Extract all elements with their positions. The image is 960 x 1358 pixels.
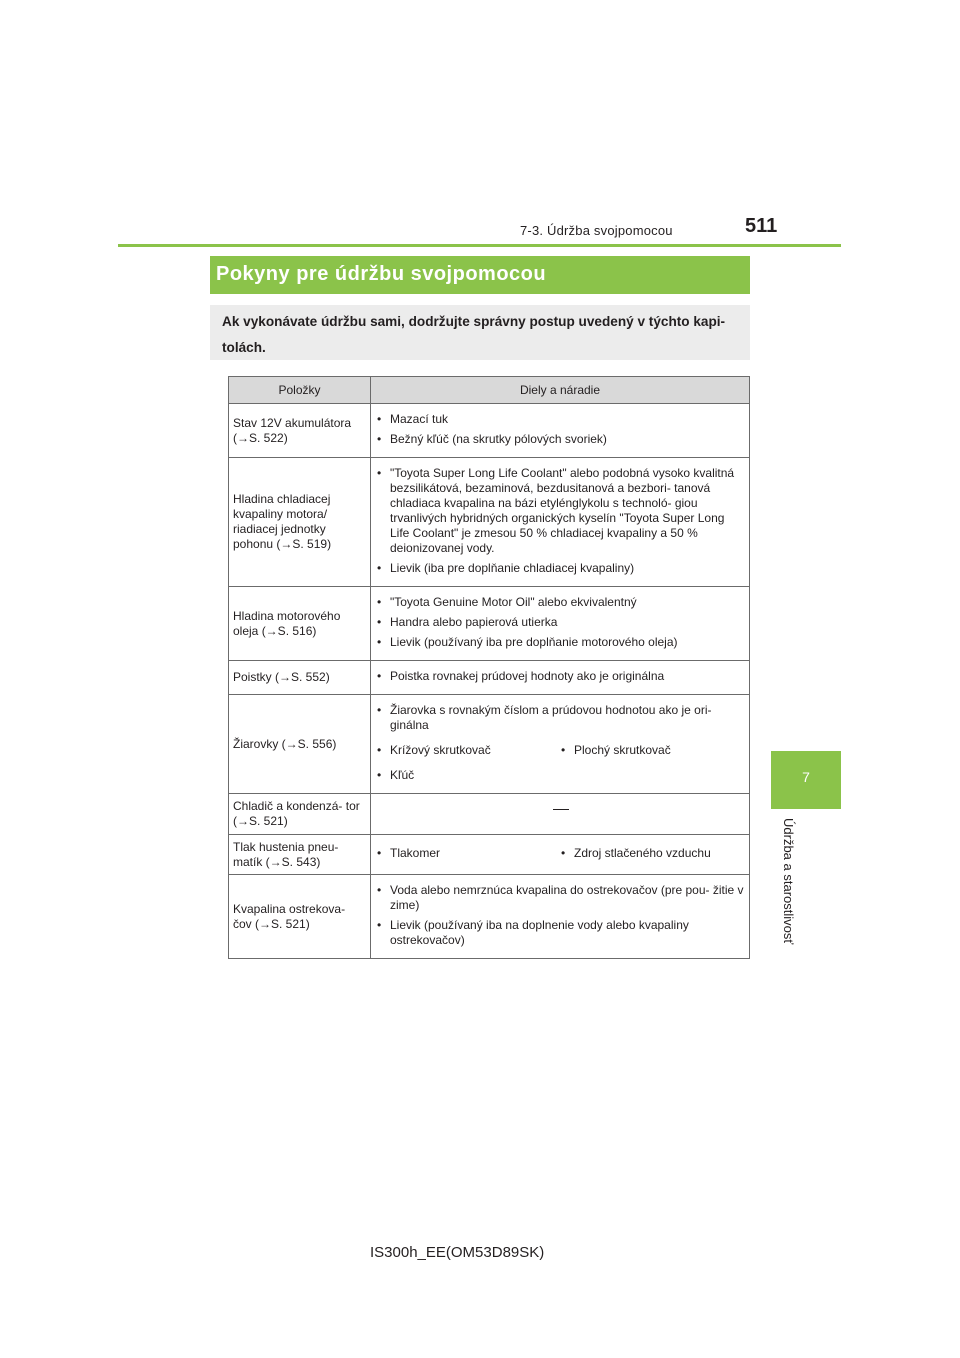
tools-cell	[371, 794, 750, 835]
tool-item: • Mazací tuk	[377, 412, 745, 427]
item-cell: Tlak hustenia pneu- matík (→S. 543)	[229, 835, 371, 875]
tool-item: • Plochý skrutkovač	[561, 743, 745, 758]
column-header-tools: Diely a náradie	[371, 377, 750, 404]
column-header-items: Položky	[229, 377, 371, 404]
chapter-title: Údržba a starostlivosť	[781, 818, 796, 945]
page-number: 511	[745, 215, 778, 237]
item-cell: Poistky (→S. 552)	[229, 661, 371, 695]
table-row	[229, 695, 750, 794]
tool-item: • "Toyota Genuine Motor Oil" alebo ekvivalentný	[377, 595, 745, 610]
tools-cell	[371, 835, 750, 875]
tool-item: • Krížový skrutkovač	[377, 743, 561, 758]
tools-cell	[371, 404, 750, 458]
tool-item: • Zdroj stlačeného vzduchu	[561, 846, 745, 861]
table-row	[229, 835, 750, 875]
maintenance-table	[228, 376, 750, 959]
table-row	[229, 587, 750, 661]
no-tools-dash	[377, 797, 745, 829]
table-header-row	[229, 377, 750, 404]
footer-model-code: IS300h_EE(OM53D89SK)	[370, 1244, 545, 1261]
item-cell: Chladič a kondenzá- tor (→S. 521)	[229, 794, 371, 835]
tool-pair	[377, 841, 745, 866]
item-cell: Žiarovky (→S. 556)	[229, 695, 371, 794]
tools-cell	[371, 587, 750, 661]
header-section-title: 7-3. Údržba svojpomocou	[520, 223, 673, 238]
tool-item: • "Toyota Super Long Life Coolant" alebo podobná vysoko kvalitná bezsilikátová, bezaminová, bezdusitanová a bezbori- tanová chladiaca kvapalina na bázi etylénglykolu s technoló- giou trvanlivých hybridných organických kyselín "Toyota Super Long Life Coolant" je zmesou 50 % chladiacej kvapaliny a 50 % deionizovanej vody.	[377, 466, 745, 556]
chapter-title-vertical	[781, 818, 806, 958]
intro-box: Ak vykonávate údržbu sami, dodržujte správny postup uvedený v týchto kapi- tolách.	[210, 305, 750, 360]
table-row	[229, 875, 750, 959]
tool-item: • Lievik (iba pre doplňanie chladiacej kvapaliny)	[377, 561, 745, 576]
table-row	[229, 661, 750, 695]
header-rule	[118, 244, 841, 247]
item-cell: Kvapalina ostrekova- čov (→S. 521)	[229, 875, 371, 959]
section-title: Pokyny pre údržbu svojpomocou	[210, 256, 750, 294]
chapter-tab: 7	[771, 751, 841, 809]
tools-cell	[371, 875, 750, 959]
table-row	[229, 794, 750, 835]
tool-pair	[377, 738, 745, 763]
tool-item: • Lievik (používaný iba na doplnenie vody alebo kvapaliny ostrekovačov)	[377, 918, 745, 948]
tool-item: • Bežný kľúč (na skrutky pólových svoriek)	[377, 432, 745, 447]
tools-cell	[371, 695, 750, 794]
tool-item: • Kľúč	[377, 768, 745, 783]
tool-item: • Lievik (používaný iba pre doplňanie motorového oleja)	[377, 635, 745, 650]
tools-cell	[371, 458, 750, 587]
table-row	[229, 404, 750, 458]
item-cell: Hladina chladiacej kvapaliny motora/ riadiacej jednotky pohonu (→S. 519)	[229, 458, 371, 587]
tools-cell	[371, 661, 750, 695]
item-cell: Stav 12V akumulátora (→S. 522)	[229, 404, 371, 458]
tool-item: • Žiarovka s rovnakým číslom a prúdovou hodnotou ako je ori- ginálna	[377, 703, 745, 733]
tool-item: • Tlakomer	[377, 846, 561, 861]
tool-item: • Handra alebo papierová utierka	[377, 615, 745, 630]
item-cell: Hladina motorového oleja (→S. 516)	[229, 587, 371, 661]
table-row	[229, 458, 750, 587]
tool-item: • Voda alebo nemrznúca kvapalina do ostrekovačov (pre pou- žitie v zime)	[377, 883, 745, 913]
tool-item: • Poistka rovnakej prúdovej hodnoty ako je originálna	[377, 669, 745, 684]
